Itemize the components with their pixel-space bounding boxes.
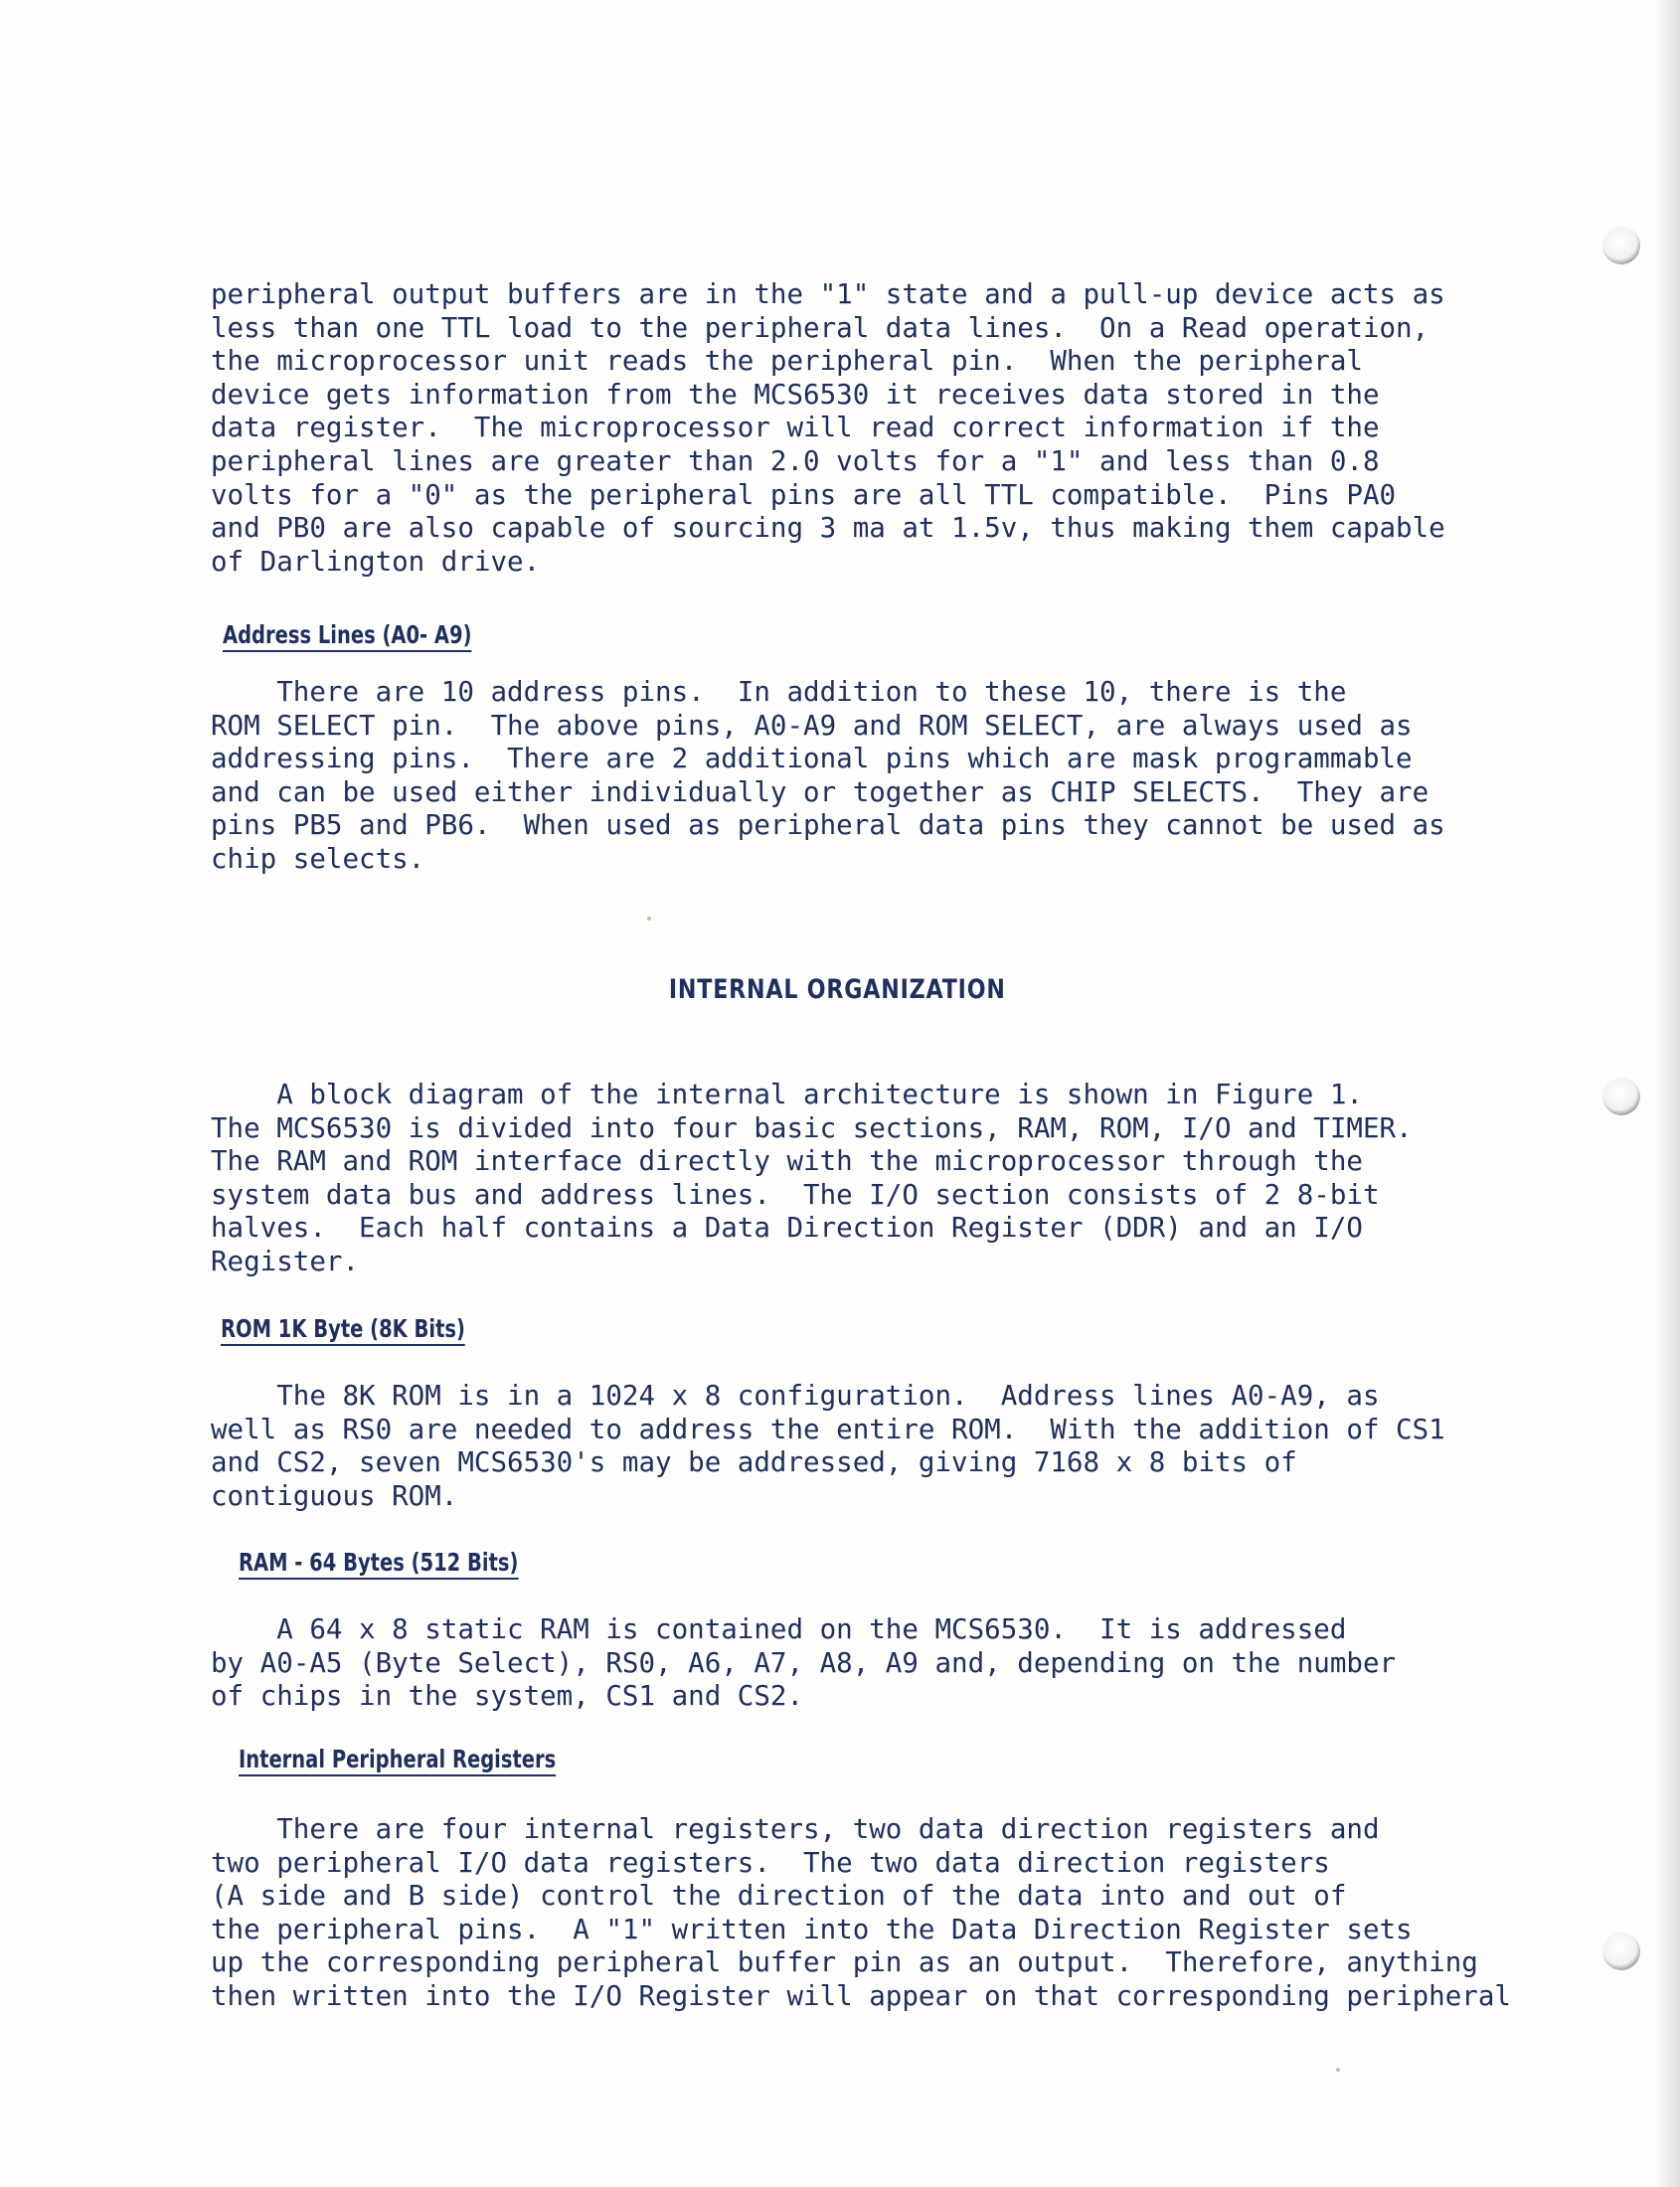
text-line: volts for a "0" as the peripheral pins are all TTL compatible. Pins PA0 <box>211 478 1397 511</box>
text-line: There are 10 address pins. In addition to these 10, there is the <box>211 676 1347 708</box>
paragraph-peripheral-buffers <box>211 278 1445 579</box>
paragraph-rom <box>211 1380 1445 1513</box>
text-line: The 8K ROM is in a 1024 x 8 configuration. Address lines A0-A9, as <box>211 1380 1380 1412</box>
text-line: data register. The microprocessor will read correct information if the <box>211 412 1380 444</box>
paragraph-address-lines <box>211 676 1445 877</box>
text-line: peripheral lines are greater than 2.0 volts for a "1" and less than 0.8 <box>211 444 1380 477</box>
text-line: device gets information from the MCS6530 it receives data stored in the <box>211 378 1380 411</box>
paragraph-ram <box>211 1613 1396 1714</box>
text-line: then written into the I/O Register will appear on that corresponding peripheral <box>211 1979 1511 2012</box>
text-line: The MCS6530 is divided into four basic sections, RAM, ROM, I/O and TIMER. <box>211 1111 1413 1144</box>
text-line: (A side and B side) control the direction of the data into and out of <box>211 1880 1347 1913</box>
binder-hole-middle <box>1602 1078 1640 1115</box>
binder-hole-bottom <box>1602 1933 1640 1970</box>
text-line: pins PB5 and PB6. When used as peripheral data pins they cannot be used as <box>211 809 1445 842</box>
paragraph-internal-registers <box>211 1813 1511 2014</box>
paragraph-internal-organization <box>211 1079 1413 1279</box>
section-heading-internal-organization: INTERNAL ORGANIZATION <box>668 974 1006 1005</box>
paper-speck <box>1336 2068 1340 2072</box>
section-heading-ram: RAM - 64 Bytes (512 Bits) <box>239 1548 518 1580</box>
text-line: two peripheral I/O data registers. The two data direction registers <box>211 1846 1330 1879</box>
text-line: There are four internal registers, two data direction registers and <box>211 1813 1380 1845</box>
text-line: well as RS0 are needed to address the entire ROM. With the addition of CS1 <box>211 1413 1445 1445</box>
text-line: A 64 x 8 static RAM is contained on the MCS6530. It is addressed <box>211 1613 1347 1645</box>
text-line: halves. Each half contains a Data Direction Register (DDR) and an I/O <box>211 1212 1363 1245</box>
text-line: system data bus and address lines. The I/O section consists of 2 8-bit <box>211 1178 1380 1211</box>
page-edge-shadow <box>1654 0 1680 2187</box>
text-line: The RAM and ROM interface directly with the microprocessor through the <box>211 1145 1363 1178</box>
text-line: chip selects. <box>211 842 425 875</box>
text-line: ROM SELECT pin. The above pins, A0-A9 and ROM SELECT, are always used as <box>211 709 1413 742</box>
text-line: by A0-A5 (Byte Select), RS0, A6, A7, A8, A9 and, depending on the number <box>211 1646 1397 1679</box>
text-line: Register. <box>211 1245 360 1277</box>
text-line: of Darlington drive. <box>211 545 541 578</box>
text-line: peripheral output buffers are in the "1" state and a pull-up device acts as <box>211 278 1445 310</box>
binder-hole-top <box>1602 227 1640 264</box>
text-line: and can be used either individually or together as CHIP SELECTS. They are <box>211 775 1429 808</box>
text-line: and CS2, seven MCS6530's may be addressed, giving 7168 x 8 bits of <box>211 1446 1297 1479</box>
text-line: contiguous ROM. <box>211 1479 458 1512</box>
text-line: addressing pins. There are 2 additional pins which are mask programmable <box>211 743 1413 775</box>
section-heading-address-lines: Address Lines (A0- A9) <box>223 620 472 652</box>
text-line: of chips in the system, CS1 and CS2. <box>211 1680 804 1713</box>
section-heading-internal-registers: Internal Peripheral Registers <box>239 1745 556 1776</box>
text-line: the microprocessor unit reads the peripheral pin. When the peripheral <box>211 345 1363 378</box>
text-line: the peripheral pins. A "1" written into the Data Direction Register sets <box>211 1913 1413 1945</box>
section-heading-rom: ROM 1K Byte (8K Bits) <box>221 1314 465 1346</box>
text-line: less than one TTL load to the peripheral data lines. On a Read operation, <box>211 311 1429 344</box>
text-line: A block diagram of the internal architecture is shown in Figure 1. <box>211 1079 1363 1110</box>
text-line: up the corresponding peripheral buffer pin as an output. Therefore, anything <box>211 1946 1478 1979</box>
paper-speck <box>647 917 651 921</box>
text-line: and PB0 are also capable of sourcing 3 ma at 1.5v, thus making them capable <box>211 512 1445 545</box>
